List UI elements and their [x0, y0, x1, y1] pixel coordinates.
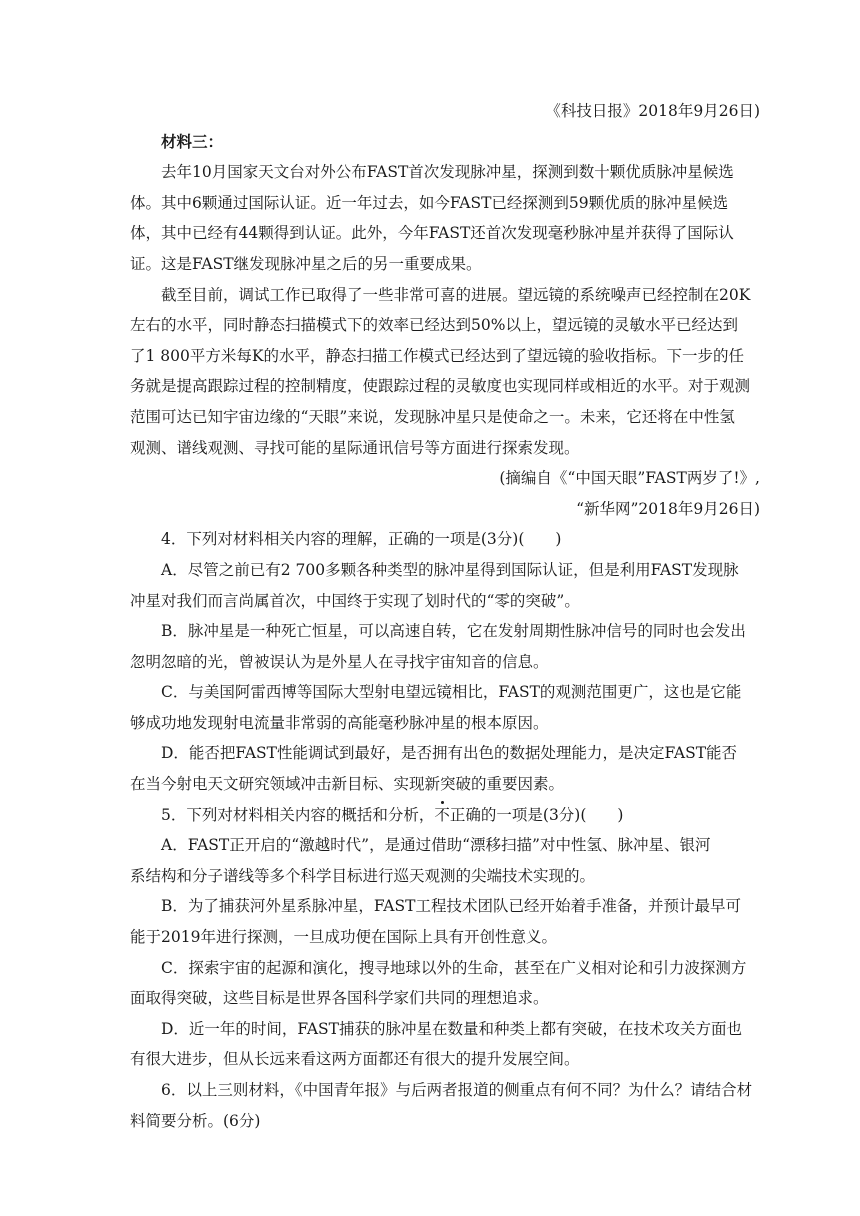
source-citation-1: (摘编自《“中国天眼”FAST两岁了!》, — [499, 469, 760, 488]
question-stem — [130, 800, 760, 831]
material-paragraph-1 — [130, 157, 760, 279]
paragraph-line: 了1 800平方米每K的水平，静态扫描工作模式已经达到了望远镜的验收指标。下一步的任 — [130, 346, 744, 365]
option-d: D．能否把FAST性能调试到最好，是否拥有出色的数据处理能力，是决定FAST能否 — [161, 744, 738, 763]
paragraph-line: 范围可达已知宇宙边缘的“天眼”来说，发现脉冲星只是使命之一。未来，它还将在中性氢 — [130, 407, 735, 426]
question-4 — [130, 524, 760, 799]
option-d: D．近一年的时间，FAST捕获的脉冲星在数量和种类上都有突破，在技术攻关方面也 — [161, 1019, 742, 1038]
option-a-cont: 冲星对我们而言尚属首次，中国终于实现了划时代的“零的突破”。 — [130, 591, 580, 610]
paragraph-line: 去年10月国家天文台对外公布FAST首次发现脉冲星，探测到数十颗优质脉冲星候选 — [161, 163, 734, 182]
question-5 — [130, 800, 760, 1075]
option-a: A．尽管之前已有2 700多颗各种类型的脉冲星得到国际认证，但是利用FAST发现脉 — [161, 560, 739, 579]
option-d-cont: 有很大进步，但从长远来看这两方面都还有很大的提升发展空间。 — [130, 1050, 580, 1069]
material-heading: 材料三： — [161, 131, 224, 151]
source-citation-top: 《科技日报》2018年9月26日) — [545, 102, 760, 120]
option-b: B．为了捕获河外星系脉冲星，FAST工程技术团队已经开始着手准备，并预计最早可 — [161, 897, 741, 916]
option-b: B．脉冲星是一种死亡恒星，可以高速自转，它在发射周期性脉冲信号的同时也会发出 — [161, 622, 746, 641]
option-c-cont: 面取得突破，这些目标是世界各国科学家们共同的理想追求。 — [130, 989, 549, 1008]
option-b-cont: 能于2019年进行探测，一旦成功便在国际上具有开创性意义。 — [130, 928, 557, 947]
question-stem: 6．以上三则材料，《中国青年报》与后两者报道的侧重点有何不同？为什么？请结合材 — [161, 1081, 753, 1099]
option-a-cont: 系结构和分子谱线等多个科学目标进行巡天观测的尖端技术实现的。 — [130, 866, 596, 885]
paragraph-line: 观测、谱线观测、寻找可能的星际通讯信号等方面进行探索发现。 — [130, 438, 580, 457]
paragraph-line: 体，其中已经有44颗得到认证。此外，今年FAST还首次发现毫秒脉冲星并获得了国际认 — [130, 224, 734, 243]
question-stem: 4．下列对材料相关内容的理解，正确的一项是(3分)( ) — [161, 530, 562, 549]
option-c: C．探索宇宙的起源和演化，搜寻地球以外的生命，甚至在广义相对论和引力波探测方 — [161, 958, 747, 977]
source-citation-2: “新华网”2018年9月26日) — [576, 499, 760, 518]
stem-pre: 5．下列对材料相关内容的概括和分析， — [161, 805, 435, 824]
option-a: A．FAST正开启的“激越时代”，是通过借助“漂移扫描”对中性氢、脉冲星、银河 — [161, 836, 711, 855]
emphasis-dot-char: 不 — [434, 800, 450, 831]
paragraph-line: 务就是提高跟踪过程的控制精度，使跟踪过程的灵敏度也实现同样或相近的水平。对于观测 — [130, 377, 751, 396]
option-d-cont: 在当今射电天文研究领域冲击新目标、实现新突破的重要因素。 — [130, 775, 565, 794]
stem-post: 正确的一项是(3分)( ) — [449, 805, 624, 824]
paragraph-line: 左右的水平，同时静态扫描模式下的效率已经达到50%以上，望远镜的灵敏水平已经达到 — [130, 316, 738, 335]
material-paragraph-2 — [130, 280, 760, 464]
question-6 — [130, 1075, 760, 1136]
question-stem-cont: 料简要分析。(6分) — [130, 1111, 261, 1130]
option-c-cont: 够成功地发现射电流量非常弱的高能毫秒脉冲星的根本原因。 — [130, 713, 549, 732]
paragraph-line: 证。这是FAST继发现脉冲星之后的另一重要成果。 — [130, 254, 482, 273]
paragraph-line: 体。其中6颗通过国际认证。近一年过去，如今FAST已经探测到59颗优质的脉冲星候选 — [130, 193, 729, 212]
option-b-cont: 忽明忽暗的光，曾被误认为是外星人在寻找宇宙知音的信息。 — [130, 652, 549, 671]
paragraph-line: 截至目前，调试工作已取得了一些非常可喜的进展。望远镜的系统噪声已经控制在20K — [161, 285, 751, 304]
option-c: C．与美国阿雷西博等国际大型射电望远镜相比，FAST的观测范围更广，这也是它能 — [161, 683, 742, 702]
